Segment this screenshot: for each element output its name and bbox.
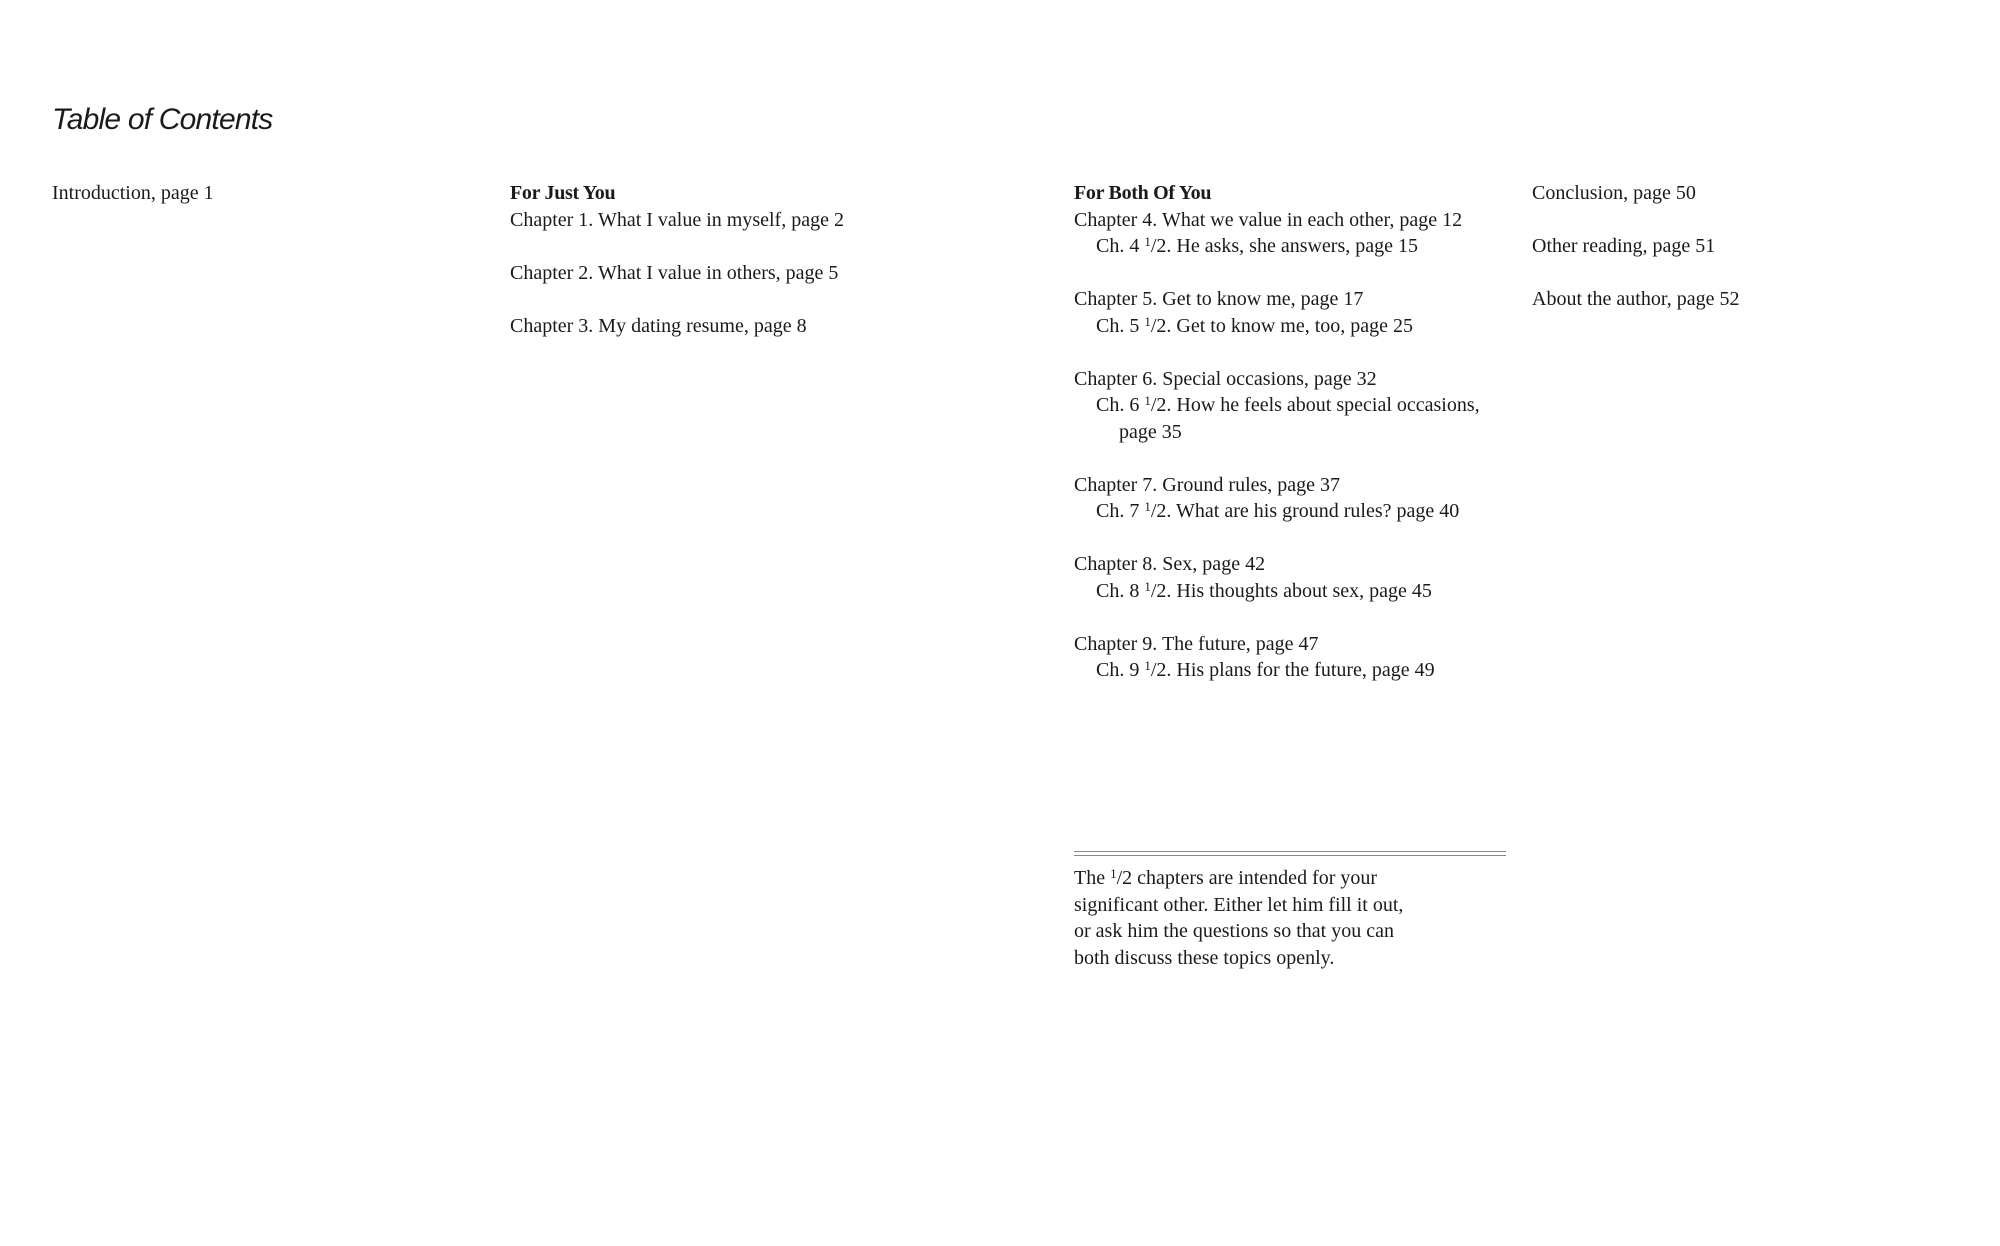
toc-entry-chapter-6: Chapter 6. Special occasions, page 32 bbox=[1074, 367, 1377, 390]
toc-entry-chapter-4: Chapter 4. What we value in each other, page 12 bbox=[1074, 208, 1463, 231]
fraction-numerator: 1 bbox=[1144, 393, 1151, 408]
toc-entry-chapter-9: Chapter 9. The future, page 47 bbox=[1074, 632, 1319, 655]
toc-entry-chapter-5: Chapter 5. Get to know me, page 17 bbox=[1074, 288, 1364, 310]
toc-entry-chapter-1: Chapter 1. What I value in myself, page 2 bbox=[510, 208, 844, 231]
fraction-numerator: 1 bbox=[1144, 234, 1151, 249]
chapter-title: /2. His thoughts about sex, page 45 bbox=[1150, 579, 1432, 602]
footnote-text: The bbox=[1074, 867, 1111, 889]
toc-entry-chapter-2: Chapter 2. What I value in others, page 5 bbox=[510, 261, 839, 284]
footnote-line: both discuss these topics openly. bbox=[1074, 946, 1335, 969]
toc-entry-chapter-6-half-continued: page 35 bbox=[1119, 420, 1182, 443]
fraction-numerator: 1 bbox=[1110, 866, 1117, 881]
toc-entry-chapter-7: Chapter 7. Ground rules, page 37 bbox=[1074, 473, 1341, 496]
fraction-numerator: 1 bbox=[1144, 499, 1151, 514]
intro-column bbox=[52, 180, 452, 207]
fraction-numerator: 1 bbox=[1144, 658, 1151, 673]
toc-entry-chapter-9-half bbox=[1074, 657, 1514, 684]
toc-entry-chapter-6-half bbox=[1074, 392, 1514, 419]
toc-entry-chapter-8: Chapter 8. Sex, page 42 bbox=[1074, 553, 1266, 575]
toc-entry-introduction: Introduction, page 1 bbox=[52, 182, 214, 204]
chapter-number: Ch. 8 bbox=[1096, 579, 1145, 602]
toc-entry-conclusion: Conclusion, page 50 bbox=[1532, 182, 1696, 204]
end-matter-section bbox=[1532, 180, 1972, 313]
footnote-line: significant other. Either let him fill it out, bbox=[1074, 893, 1404, 916]
chapter-number: Ch. 7 bbox=[1096, 500, 1145, 522]
chapter-number: Ch. 6 bbox=[1096, 394, 1145, 416]
toc-entry-about-author: About the author, page 52 bbox=[1532, 288, 1740, 310]
toc-entry-chapter-4-half bbox=[1074, 233, 1514, 260]
toc-entry-chapter-8-half bbox=[1074, 578, 1514, 605]
page-title: Table of Contents bbox=[52, 103, 273, 136]
footnote bbox=[1074, 865, 1514, 971]
chapter-title: /2. How he feels about special occasions, bbox=[1150, 394, 1480, 416]
section-heading-both-of-you: For Both Of You bbox=[1074, 182, 1212, 204]
toc-entry-chapter-3: Chapter 3. My dating resume, page 8 bbox=[510, 314, 807, 337]
toc-entry-chapter-5-half bbox=[1074, 313, 1514, 340]
chapter-title: /2. He asks, she answers, page 15 bbox=[1150, 235, 1419, 257]
chapter-title: /2. His plans for the future, page 49 bbox=[1150, 659, 1435, 681]
chapter-number: Ch. 4 bbox=[1096, 235, 1145, 257]
fraction-numerator: 1 bbox=[1144, 313, 1151, 329]
chapter-title: /2. Get to know me, too, page 25 bbox=[1150, 314, 1414, 337]
toc-entry-chapter-7-half bbox=[1074, 498, 1514, 525]
chapter-title: /2. What are his ground rules? page 40 bbox=[1150, 500, 1460, 522]
footnote-divider bbox=[1074, 851, 1506, 856]
toc-entry-other-reading: Other reading, page 51 bbox=[1532, 235, 1716, 257]
chapter-number: Ch. 9 bbox=[1096, 659, 1145, 681]
section-heading-just-you: For Just You bbox=[510, 182, 616, 204]
footnote-line: or ask him the questions so that you can bbox=[1074, 920, 1394, 942]
footnote-text: /2 chapters are intended for your bbox=[1116, 867, 1378, 889]
just-you-section bbox=[510, 180, 1030, 339]
fraction-numerator: 1 bbox=[1144, 578, 1151, 594]
chapter-number: Ch. 5 bbox=[1096, 314, 1145, 337]
both-of-you-section bbox=[1074, 180, 1514, 684]
footnote-line bbox=[1074, 865, 1514, 892]
